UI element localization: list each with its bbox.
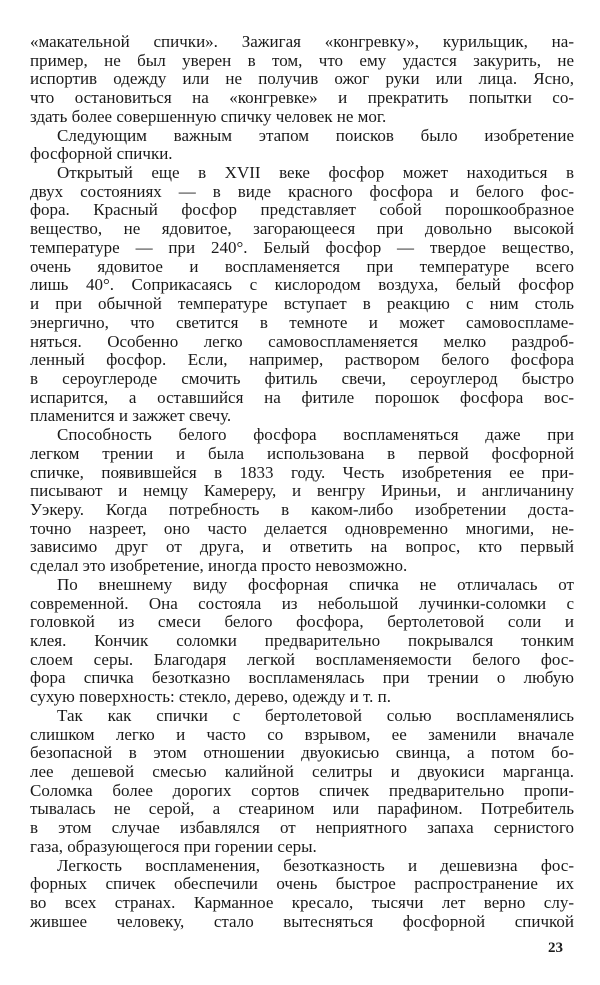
text-line: писывают и немцу Камереру, и венгру Ириньи, и англичанину [30, 481, 574, 501]
text-line: Уэкеру. Когда потребность в каком-либо изобретении доста- [30, 499, 574, 519]
text-line: По внешнему виду фосфорная спичка не отличалась от [57, 574, 574, 594]
text-line: Так как спички с бертолетовой солью воспламенялись [57, 705, 574, 725]
text-line: здать более совершенную спичку человек не мог. [30, 106, 387, 126]
text-line: зависимо друг от друга, и ответить на вопрос, кто первый [30, 537, 574, 557]
text-line: фосфорной спички. [30, 144, 173, 164]
text-line: слоем серы. Благодаря легкой воспламеняемости белого фос- [30, 649, 574, 669]
text-line: тывалась не серой, а стеарином или парафином. Потребитель [30, 799, 574, 819]
page-number: 23 [548, 940, 563, 956]
text-line: «макательной спички». Зажигая «конгревку», курильщик, на- [30, 32, 574, 51]
text-line: испортив одежду или не получив ожог руки или лица. Ясно, [30, 69, 574, 89]
paragraph [30, 127, 574, 164]
text-line: лишь 40°. Соприкасаясь с кислородом воздуха, белый фосфор [30, 275, 574, 295]
text-line: пример, не был уверен в том, что ему удастся закурить, не [30, 50, 574, 70]
text-line: няться. Особенно легко самовоспламеняется мелко раздроб- [30, 331, 574, 351]
paragraph [30, 857, 574, 932]
paragraph [30, 164, 574, 426]
text-line: во всех странах. Карманное кресало, тысячи лет верно слу- [30, 893, 574, 913]
text-line: фора спичка безотказно воспламенялась при трении о любую [30, 668, 574, 688]
paragraph [30, 33, 574, 127]
text-line: форных спичек обеспечили очень быстрое распространение их [30, 874, 574, 894]
text-line: Открытый еще в XVII веке фосфор может находиться в [57, 163, 574, 183]
text-line: вещество, не ядовитое, загорающееся при довольно высокой [30, 219, 574, 239]
text-line: точно назреет, оно часто делается одновременно многими, не- [30, 518, 574, 538]
book-page-text [30, 33, 574, 932]
text-line: очень ядовитое и воспламеняется при температуре всего [30, 256, 574, 276]
text-line: современной. Она состояла из небольшой лучинки-соломки с [30, 593, 574, 613]
text-line: Способность белого фосфора воспламеняться даже при [57, 425, 574, 445]
text-line: испарится, а оставшийся на фитиле порошок фосфора вос- [30, 387, 574, 407]
text-line: головкой из смеси белого фосфора, бертолетовой соли и [30, 612, 574, 632]
text-line: двух состояниях — в виде красного фосфора и белого фос- [30, 181, 574, 201]
text-line: жившее человеку, стало вытесняться фосфорной спичкой [30, 911, 574, 931]
text-line: лее дешевой смесью калийной селитры и двуокиси марганца. [30, 762, 574, 782]
paragraph [30, 707, 574, 857]
text-line: легком трении и была использована в первой фосфорной [30, 443, 574, 463]
text-line: в сероуглероде смочить фитиль свечи, сероуглерод быстро [30, 368, 574, 388]
text-line: слишком легко и часто со взрывом, ее заменили вначале [30, 724, 574, 744]
text-line: Следующим важным этапом поисков было изобретение [57, 125, 574, 145]
text-line: газа, образующегося при горении серы. [30, 836, 317, 856]
text-line: фора. Красный фосфор представляет собой порошкообразное [30, 200, 574, 220]
text-line: в этом случае избавлялся от неприятного запаха сернистого [30, 818, 574, 838]
text-line: сухую поверхность: стекло, дерево, одежду и т. п. [30, 687, 392, 707]
text-line: Легкость воспламенения, безотказность и дешевизна фос- [57, 855, 574, 875]
text-line: спичке, появившейся в 1833 году. Честь изобретения ее при- [30, 462, 574, 482]
text-line: пламенится и зажжет свечу. [30, 406, 232, 426]
text-line: сделал это изобретение, иногда просто невозможно. [30, 556, 408, 576]
text-line: Соломка более дорогих сортов спичек предварительно пропи- [30, 780, 574, 800]
text-line: температуре — при 240°. Белый фосфор — твердое вещество, [30, 237, 574, 257]
text-line: и при обычной температуре вступает в реакцию с ним столь [30, 294, 574, 314]
text-line: энергично, что светится в темноте и может самовоспламе- [30, 312, 574, 332]
text-line: клея. Кончик соломки предварительно покрывался тонким [30, 631, 574, 650]
paragraph [30, 426, 574, 576]
text-line: безопасной в этом отношении двуокисью свинца, а потом бо- [30, 743, 574, 763]
text-line: что остановиться на «конгревке» и прекратить попытки со- [30, 88, 574, 108]
text-line: ленный фосфор. Если, например, раствором белого фосфора [30, 350, 574, 370]
paragraph [30, 576, 574, 707]
